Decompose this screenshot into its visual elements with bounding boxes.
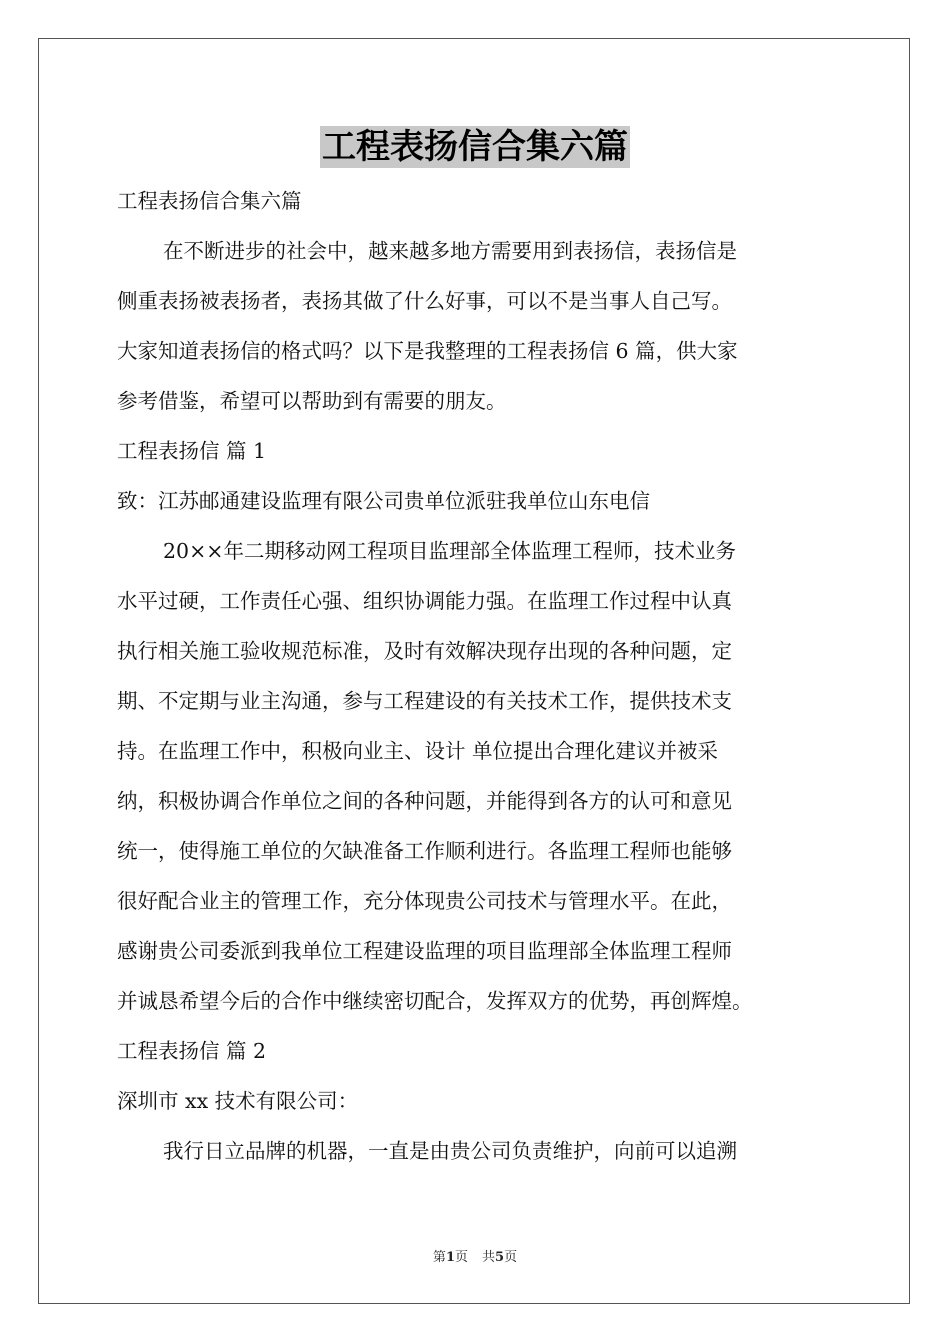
text-line: 工程表扬信合集六篇 (117, 189, 302, 213)
text-line: 很好配合业主的管理工作，充分体现贵公司技术与管理水平。在此， (117, 889, 732, 913)
text-line: 深圳市 xx 技术有限公司： (117, 1089, 359, 1113)
text-line: 水平过硬，工作责任心强、组织协调能力强。在监理工作过程中认真 (117, 589, 732, 613)
text-line: 侧重表扬被表扬者，表扬其做了什么好事，可以不是当事人自己写。 (117, 289, 732, 313)
text-line: 致：江苏邮通建设监理有限公司贵单位派驻我单位山东电信 (117, 489, 650, 513)
text-line: 持。在监理工作中，积极向业主、设计 单位提出合理化建议并被采 (117, 739, 719, 763)
document-title (0, 126, 950, 168)
footer-total-pages: 5 (495, 1250, 505, 1265)
document-body (117, 176, 837, 1176)
text-line: 感谢贵公司委派到我单位工程建设监理的项目监理部全体监理工程师 (117, 939, 732, 963)
text-line: 工程表扬信 篇 2 (117, 1039, 267, 1063)
text-line: 并诚恳希望今后的合作中继续密切配合，发挥双方的优势，再创辉煌。 (117, 989, 753, 1013)
text-line: 大家知道表扬信的格式吗？以下是我整理的工程表扬信 6 篇，供大家 (117, 339, 738, 363)
text-line: 我行日立品牌的机器，一直是由贵公司负责维护，向前可以追溯 (163, 1139, 737, 1163)
footer-page-number: 1 (445, 1250, 455, 1265)
footer-page-prefix: 第 (432, 1250, 446, 1265)
text-line: 期、不定期与业主沟通，参与工程建设的有关技术工作，提供技术支 (117, 689, 732, 713)
text-line: 参考借鉴，希望可以帮助到有需要的朋友。 (117, 389, 507, 413)
text-line: 执行相关施工验收规范标准，及时有效解决现存出现的各种问题，定 (117, 639, 732, 663)
text-line: 统一，使得施工单位的欠缺准备工作顺利进行。各监理工程师也能够 (117, 839, 732, 863)
footer-total-prefix: 共 (482, 1250, 496, 1265)
page-footer (0, 1246, 950, 1265)
text-line: 20××年二期移动网工程项目监理部全体监理工程师，技术业务 (163, 539, 736, 563)
document-title-text: 工程表扬信合集六篇 (322, 127, 628, 167)
text-line: 纳，积极协调合作单位之间的各种问题，并能得到各方的认可和意见 (117, 789, 732, 813)
text-line: 在不断进步的社会中，越来越多地方需要用到表扬信，表扬信是 (163, 239, 737, 263)
text-line: 工程表扬信 篇 1 (117, 439, 267, 463)
footer-page-suffix: 页 (454, 1250, 468, 1265)
footer-total-suffix: 页 (504, 1250, 518, 1265)
